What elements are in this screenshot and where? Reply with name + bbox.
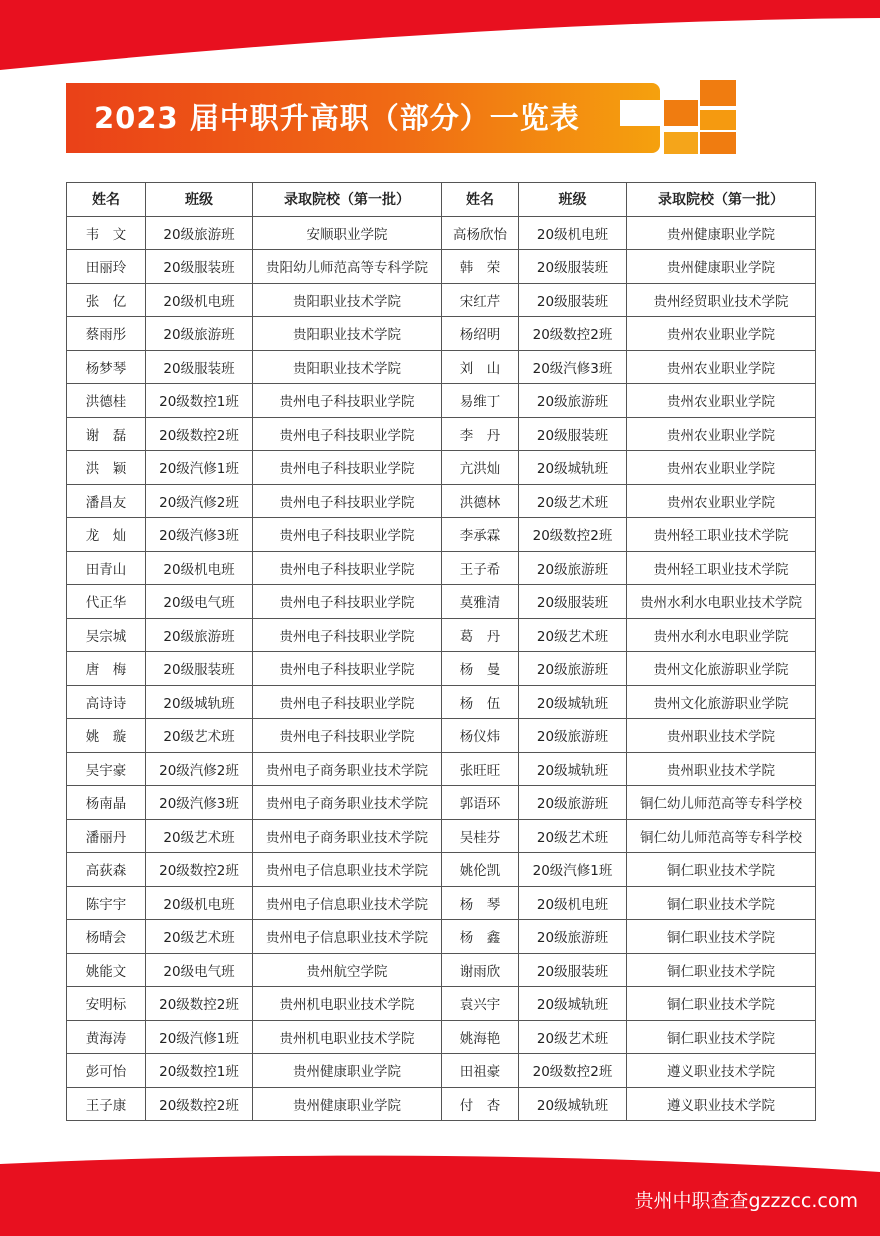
class-name-cell: 20级汽修3班 xyxy=(146,518,253,552)
table-row xyxy=(67,786,816,820)
student-name-cell: 杨 曼 xyxy=(442,652,519,686)
student-name-cell: 高荻森 xyxy=(67,853,146,887)
class-name-cell: 20级数控2班 xyxy=(519,317,627,351)
student-name-cell: 杨南晶 xyxy=(67,786,146,820)
student-name-cell: 姚 璇 xyxy=(67,719,146,753)
student-name-cell: 郭语环 xyxy=(442,786,519,820)
admitted-school-cell: 贵州电子科技职业学院 xyxy=(253,417,442,451)
column-header: 班级 xyxy=(146,183,253,217)
student-name-cell: 宋红芹 xyxy=(442,283,519,317)
class-name-cell: 20级城轨班 xyxy=(519,451,627,485)
class-name-cell: 20级电气班 xyxy=(146,953,253,987)
class-name-cell: 20级旅游班 xyxy=(146,317,253,351)
table-row xyxy=(67,317,816,351)
table-row xyxy=(67,585,816,619)
admitted-school-cell: 贵州健康职业学院 xyxy=(627,250,816,284)
admitted-school-cell: 贵阳职业技术学院 xyxy=(253,283,442,317)
admitted-school-cell: 贵州电子科技职业学院 xyxy=(253,618,442,652)
class-name-cell: 20级汽修1班 xyxy=(146,451,253,485)
student-name-cell: 李承霖 xyxy=(442,518,519,552)
student-name-cell: 王子康 xyxy=(67,1087,146,1121)
class-name-cell: 20级旅游班 xyxy=(146,216,253,250)
class-name-cell: 20级城轨班 xyxy=(519,685,627,719)
admitted-school-cell: 贵州文化旅游职业学院 xyxy=(627,652,816,686)
admitted-school-cell: 铜仁职业技术学院 xyxy=(627,953,816,987)
table-row xyxy=(67,1054,816,1088)
student-name-cell: 洪德桂 xyxy=(67,384,146,418)
admitted-school-cell: 铜仁职业技术学院 xyxy=(627,853,816,887)
student-name-cell: 洪德林 xyxy=(442,484,519,518)
student-name-cell: 田祖豪 xyxy=(442,1054,519,1088)
class-name-cell: 20级艺术班 xyxy=(146,719,253,753)
table-row xyxy=(67,216,816,250)
student-name-cell: 田丽玲 xyxy=(67,250,146,284)
student-name-cell: 杨晴会 xyxy=(67,920,146,954)
admitted-school-cell: 贵州电子科技职业学院 xyxy=(253,518,442,552)
student-name-cell: 吴桂芬 xyxy=(442,819,519,853)
class-name-cell: 20级艺术班 xyxy=(519,1020,627,1054)
class-name-cell: 20级服装班 xyxy=(519,953,627,987)
student-name-cell: 姚海艳 xyxy=(442,1020,519,1054)
class-name-cell: 20级服装班 xyxy=(146,350,253,384)
student-name-cell: 韩 荣 xyxy=(442,250,519,284)
admitted-school-cell: 安顺职业学院 xyxy=(253,216,442,250)
admitted-school-cell: 贵州文化旅游职业学院 xyxy=(627,685,816,719)
class-name-cell: 20级机电班 xyxy=(519,216,627,250)
class-name-cell: 20级数控2班 xyxy=(146,1087,253,1121)
table-row xyxy=(67,953,816,987)
table-row xyxy=(67,685,816,719)
column-header: 姓名 xyxy=(67,183,146,217)
admitted-school-cell: 铜仁幼儿师范高等专科学校 xyxy=(627,819,816,853)
class-name-cell: 20级艺术班 xyxy=(519,819,627,853)
admitted-school-cell: 贵州电子商务职业技术学院 xyxy=(253,819,442,853)
student-name-cell: 李 丹 xyxy=(442,417,519,451)
admitted-school-cell: 贵州健康职业学院 xyxy=(253,1054,442,1088)
table-row xyxy=(67,652,816,686)
class-name-cell: 20级汽修2班 xyxy=(146,752,253,786)
admitted-school-cell: 贵州电子科技职业学院 xyxy=(253,652,442,686)
student-name-cell: 张旺旺 xyxy=(442,752,519,786)
class-name-cell: 20级机电班 xyxy=(146,551,253,585)
student-name-cell: 蔡雨彤 xyxy=(67,317,146,351)
student-name-cell: 莫雅清 xyxy=(442,585,519,619)
student-name-cell: 吴宗城 xyxy=(67,618,146,652)
class-name-cell: 20级汽修2班 xyxy=(146,484,253,518)
table-row xyxy=(67,920,816,954)
class-name-cell: 20级汽修1班 xyxy=(519,853,627,887)
student-name-cell: 付 杏 xyxy=(442,1087,519,1121)
admitted-school-cell: 遵义职业技术学院 xyxy=(627,1087,816,1121)
student-name-cell: 代正华 xyxy=(67,585,146,619)
admitted-school-cell: 铜仁职业技术学院 xyxy=(627,1020,816,1054)
student-name-cell: 杨绍明 xyxy=(442,317,519,351)
table-row xyxy=(67,518,816,552)
class-name-cell: 20级服装班 xyxy=(519,417,627,451)
admitted-school-cell: 贵州农业职业学院 xyxy=(627,451,816,485)
student-name-cell: 袁兴宇 xyxy=(442,987,519,1021)
class-name-cell: 20级机电班 xyxy=(146,283,253,317)
student-name-cell: 高诗诗 xyxy=(67,685,146,719)
class-name-cell: 20级服装班 xyxy=(146,652,253,686)
class-name-cell: 20级旅游班 xyxy=(519,384,627,418)
admitted-school-cell: 贵州水利水电职业学院 xyxy=(627,618,816,652)
admitted-school-cell: 贵州健康职业学院 xyxy=(253,1087,442,1121)
student-name-cell: 张 亿 xyxy=(67,283,146,317)
student-name-cell: 姚能文 xyxy=(67,953,146,987)
admitted-school-cell: 贵州轻工职业技术学院 xyxy=(627,518,816,552)
class-name-cell: 20级数控1班 xyxy=(146,1054,253,1088)
admitted-school-cell: 贵州职业技术学院 xyxy=(627,719,816,753)
class-name-cell: 20级数控2班 xyxy=(146,987,253,1021)
admission-table xyxy=(66,182,816,1121)
student-name-cell: 杨 伍 xyxy=(442,685,519,719)
class-name-cell: 20级城轨班 xyxy=(519,1087,627,1121)
student-name-cell: 黄海涛 xyxy=(67,1020,146,1054)
table-row xyxy=(67,384,816,418)
table-row xyxy=(67,283,816,317)
class-name-cell: 20级艺术班 xyxy=(519,618,627,652)
admitted-school-cell: 贵州电子科技职业学院 xyxy=(253,551,442,585)
admitted-school-cell: 贵州电子信息职业技术学院 xyxy=(253,886,442,920)
admitted-school-cell: 铜仁职业技术学院 xyxy=(627,886,816,920)
admitted-school-cell: 贵州农业职业学院 xyxy=(627,417,816,451)
admitted-school-cell: 贵州电子科技职业学院 xyxy=(253,585,442,619)
table-row xyxy=(67,1020,816,1054)
student-name-cell: 杨 琴 xyxy=(442,886,519,920)
class-name-cell: 20级旅游班 xyxy=(519,551,627,585)
student-name-cell: 亢洪灿 xyxy=(442,451,519,485)
class-name-cell: 20级城轨班 xyxy=(519,752,627,786)
admitted-school-cell: 贵州轻工职业技术学院 xyxy=(627,551,816,585)
class-name-cell: 20级机电班 xyxy=(519,886,627,920)
admitted-school-cell: 铜仁职业技术学院 xyxy=(627,987,816,1021)
class-name-cell: 20级汽修1班 xyxy=(146,1020,253,1054)
class-name-cell: 20级艺术班 xyxy=(146,819,253,853)
class-name-cell: 20级艺术班 xyxy=(519,484,627,518)
table-row xyxy=(67,853,816,887)
table-row xyxy=(67,350,816,384)
student-name-cell: 杨梦琴 xyxy=(67,350,146,384)
column-header: 录取院校（第一批） xyxy=(253,183,442,217)
student-name-cell: 杨 鑫 xyxy=(442,920,519,954)
admitted-school-cell: 贵州经贸职业技术学院 xyxy=(627,283,816,317)
student-name-cell: 谢 磊 xyxy=(67,417,146,451)
admitted-school-cell: 贵州机电职业技术学院 xyxy=(253,987,442,1021)
admitted-school-cell: 贵州水利水电职业技术学院 xyxy=(627,585,816,619)
column-header: 班级 xyxy=(519,183,627,217)
admitted-school-cell: 贵州电子科技职业学院 xyxy=(253,685,442,719)
student-name-cell: 陈宇宇 xyxy=(67,886,146,920)
table-row xyxy=(67,484,816,518)
admitted-school-cell: 贵州航空学院 xyxy=(253,953,442,987)
student-name-cell: 韦 文 xyxy=(67,216,146,250)
student-name-cell: 易维丁 xyxy=(442,384,519,418)
admitted-school-cell: 贵州农业职业学院 xyxy=(627,317,816,351)
admitted-school-cell: 铜仁职业技术学院 xyxy=(627,920,816,954)
column-header: 姓名 xyxy=(442,183,519,217)
table-row xyxy=(67,987,816,1021)
admitted-school-cell: 贵州机电职业技术学院 xyxy=(253,1020,442,1054)
table-row xyxy=(67,618,816,652)
table-row xyxy=(67,752,816,786)
table-row xyxy=(67,719,816,753)
admitted-school-cell: 贵阳幼儿师范高等专科学院 xyxy=(253,250,442,284)
table-row xyxy=(67,819,816,853)
class-name-cell: 20级服装班 xyxy=(519,250,627,284)
admitted-school-cell: 贵州电子科技职业学院 xyxy=(253,451,442,485)
admitted-school-cell: 贵州职业技术学院 xyxy=(627,752,816,786)
class-name-cell: 20级数控2班 xyxy=(519,1054,627,1088)
student-name-cell: 洪 颖 xyxy=(67,451,146,485)
student-name-cell: 杨仪炜 xyxy=(442,719,519,753)
class-name-cell: 20级艺术班 xyxy=(146,920,253,954)
class-name-cell: 20级服装班 xyxy=(519,283,627,317)
class-name-cell: 20级机电班 xyxy=(146,886,253,920)
class-name-cell: 20级电气班 xyxy=(146,585,253,619)
class-name-cell: 20级旅游班 xyxy=(519,652,627,686)
top-red-wave xyxy=(0,0,880,70)
student-name-cell: 王子希 xyxy=(442,551,519,585)
student-name-cell: 谢雨欣 xyxy=(442,953,519,987)
table-row xyxy=(67,417,816,451)
class-name-cell: 20级数控2班 xyxy=(146,417,253,451)
student-name-cell: 高杨欣怡 xyxy=(442,216,519,250)
watermark-text: 贵州中职查查gzzzcc.com xyxy=(634,1190,858,1212)
class-name-cell: 20级服装班 xyxy=(146,250,253,284)
student-name-cell: 田青山 xyxy=(67,551,146,585)
admitted-school-cell: 遵义职业技术学院 xyxy=(627,1054,816,1088)
class-name-cell: 20级城轨班 xyxy=(146,685,253,719)
table-row xyxy=(67,250,816,284)
table-row xyxy=(67,1087,816,1121)
admitted-school-cell: 铜仁幼儿师范高等专科学校 xyxy=(627,786,816,820)
student-name-cell: 潘丽丹 xyxy=(67,819,146,853)
class-name-cell: 20级旅游班 xyxy=(146,618,253,652)
page-title: 2023 届中职升高职（部分）一览表 xyxy=(94,101,580,135)
admitted-school-cell: 贵州电子商务职业技术学院 xyxy=(253,752,442,786)
student-name-cell: 姚伦凯 xyxy=(442,853,519,887)
admitted-school-cell: 贵阳职业技术学院 xyxy=(253,317,442,351)
admitted-school-cell: 贵州健康职业学院 xyxy=(627,216,816,250)
admitted-school-cell: 贵州电子商务职业技术学院 xyxy=(253,786,442,820)
column-header: 录取院校（第一批） xyxy=(627,183,816,217)
admitted-school-cell: 贵州电子信息职业技术学院 xyxy=(253,853,442,887)
class-name-cell: 20级数控2班 xyxy=(519,518,627,552)
student-name-cell: 龙 灿 xyxy=(67,518,146,552)
class-name-cell: 20级汽修3班 xyxy=(146,786,253,820)
table-row xyxy=(67,886,816,920)
admitted-school-cell: 贵州电子科技职业学院 xyxy=(253,384,442,418)
admitted-school-cell: 贵州电子信息职业技术学院 xyxy=(253,920,442,954)
student-name-cell: 安明标 xyxy=(67,987,146,1021)
admitted-school-cell: 贵州农业职业学院 xyxy=(627,484,816,518)
admitted-school-cell: 贵阳职业技术学院 xyxy=(253,350,442,384)
admitted-school-cell: 贵州电子科技职业学院 xyxy=(253,484,442,518)
student-name-cell: 吴宇豪 xyxy=(67,752,146,786)
student-name-cell: 唐 梅 xyxy=(67,652,146,686)
student-name-cell: 刘 山 xyxy=(442,350,519,384)
student-name-cell: 彭可怡 xyxy=(67,1054,146,1088)
admitted-school-cell: 贵州电子科技职业学院 xyxy=(253,719,442,753)
table-header-row xyxy=(67,183,816,217)
class-name-cell: 20级服装班 xyxy=(519,585,627,619)
class-name-cell: 20级城轨班 xyxy=(519,987,627,1021)
class-name-cell: 20级数控2班 xyxy=(146,853,253,887)
class-name-cell: 20级数控1班 xyxy=(146,384,253,418)
student-name-cell: 潘昌友 xyxy=(67,484,146,518)
class-name-cell: 20级汽修3班 xyxy=(519,350,627,384)
admitted-school-cell: 贵州农业职业学院 xyxy=(627,350,816,384)
class-name-cell: 20级旅游班 xyxy=(519,786,627,820)
table-row xyxy=(67,551,816,585)
table-row xyxy=(67,451,816,485)
class-name-cell: 20级旅游班 xyxy=(519,920,627,954)
student-name-cell: 葛 丹 xyxy=(442,618,519,652)
class-name-cell: 20级旅游班 xyxy=(519,719,627,753)
admitted-school-cell: 贵州农业职业学院 xyxy=(627,384,816,418)
corner-block-decoration xyxy=(620,80,740,158)
